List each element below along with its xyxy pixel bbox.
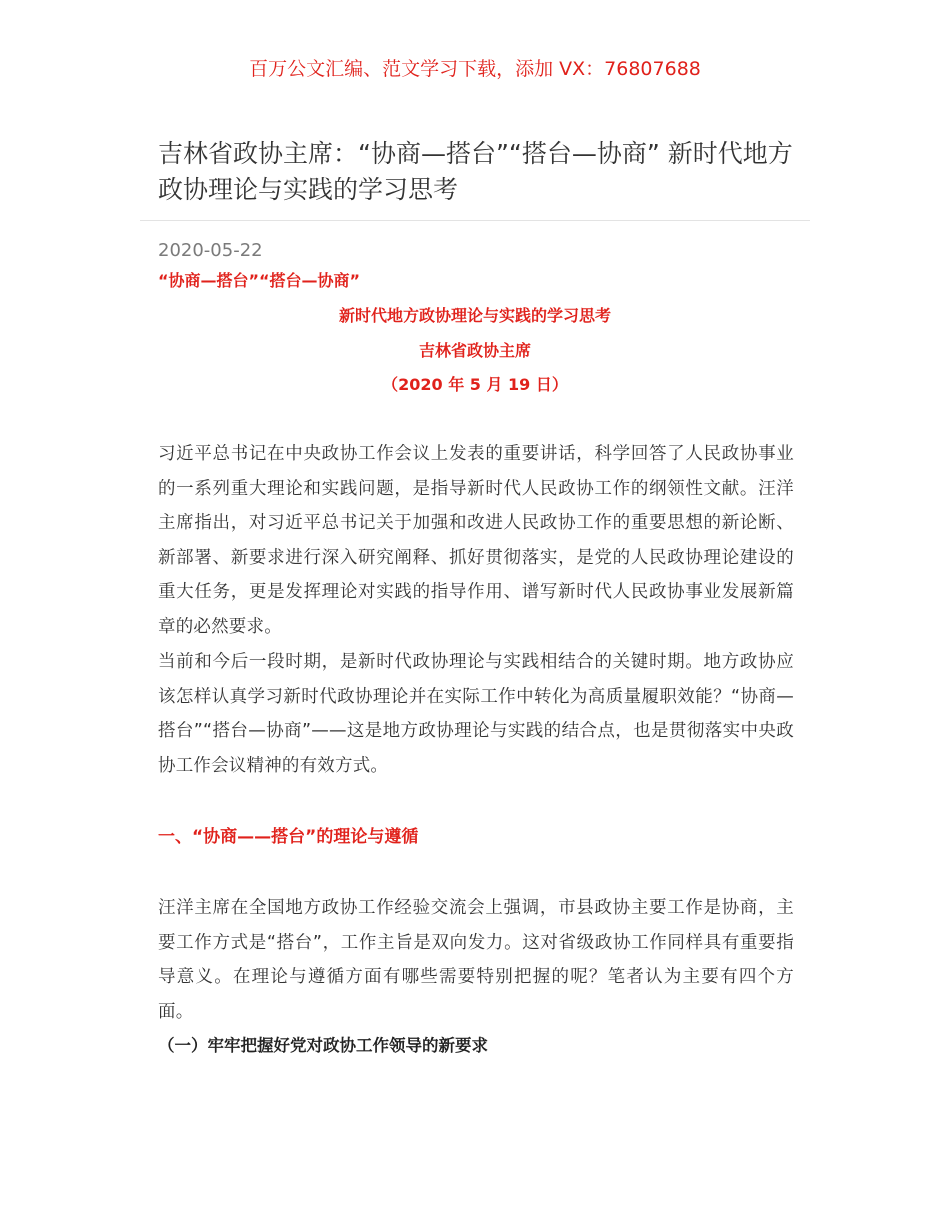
body-paragraph-3: 汪洋主席在全国地方政协工作经验交流会上强调，市县政协主要工作是协商，主要工作方式是“搭台”，工作主旨是双向发力。这对省级政协工作同样具有重要指导意义。在理论与遵循方面有哪些需要特别把握的呢？笔者认为主要有四个方面。 [158, 898, 794, 1022]
title-divider [140, 220, 810, 221]
subtitle-slogan: “协商—搭台”“搭台—协商” [158, 271, 361, 290]
subtitle-topic: 新时代地方政协理论与实践的学习思考 [338, 306, 611, 325]
promo-banner: 百万公文汇编、范文学习下载，添加 VX：76807688 [249, 58, 701, 80]
body-paragraph-1: 习近平总书记在中央政协工作会议上发表的重要讲话，科学回答了人民政协事业的一系列重大理论和实践问题，是指导新时代人民政协工作的纲领性文献。汪洋主席指出，对习近平总书记关于加强和改进人民政协工作的重要思想的新论断、新部署、新要求进行深入研究阐释、抓好贯彻落实，是党的人民政协理论建设的重大任务，更是发挥理论对实践的指导作用、谱写新时代人民政协事业发展新篇章的必然要求。 [158, 444, 794, 637]
article-title: 吉林省政协主席：“协商—搭台”“搭台—协商” 新时代地方政协理论与实践的学习思考 [158, 139, 793, 204]
body-paragraph-2: 当前和今后一段时期，是新时代政协理论与实践相结合的关键时期。地方政协应该怎样认真学习新时代政协理论并在实际工作中转化为高质量履职效能？“协商—搭台”“搭台—协商”——这是地方政协理论与实践的结合点，也是贯彻落实中央政协工作会议精神的有效方式。 [158, 652, 794, 776]
sub-heading-1: （一）牢牢把握好党对政协工作领导的新要求 [158, 1036, 488, 1055]
subtitle-date: （2020 年 5 月 19 日） [382, 375, 568, 394]
section-heading-1: 一、“协商——搭台”的理论与遵循 [158, 827, 419, 847]
subtitle-author: 吉林省政协主席 [418, 341, 531, 360]
publish-date: 2020-05-22 [158, 240, 263, 261]
